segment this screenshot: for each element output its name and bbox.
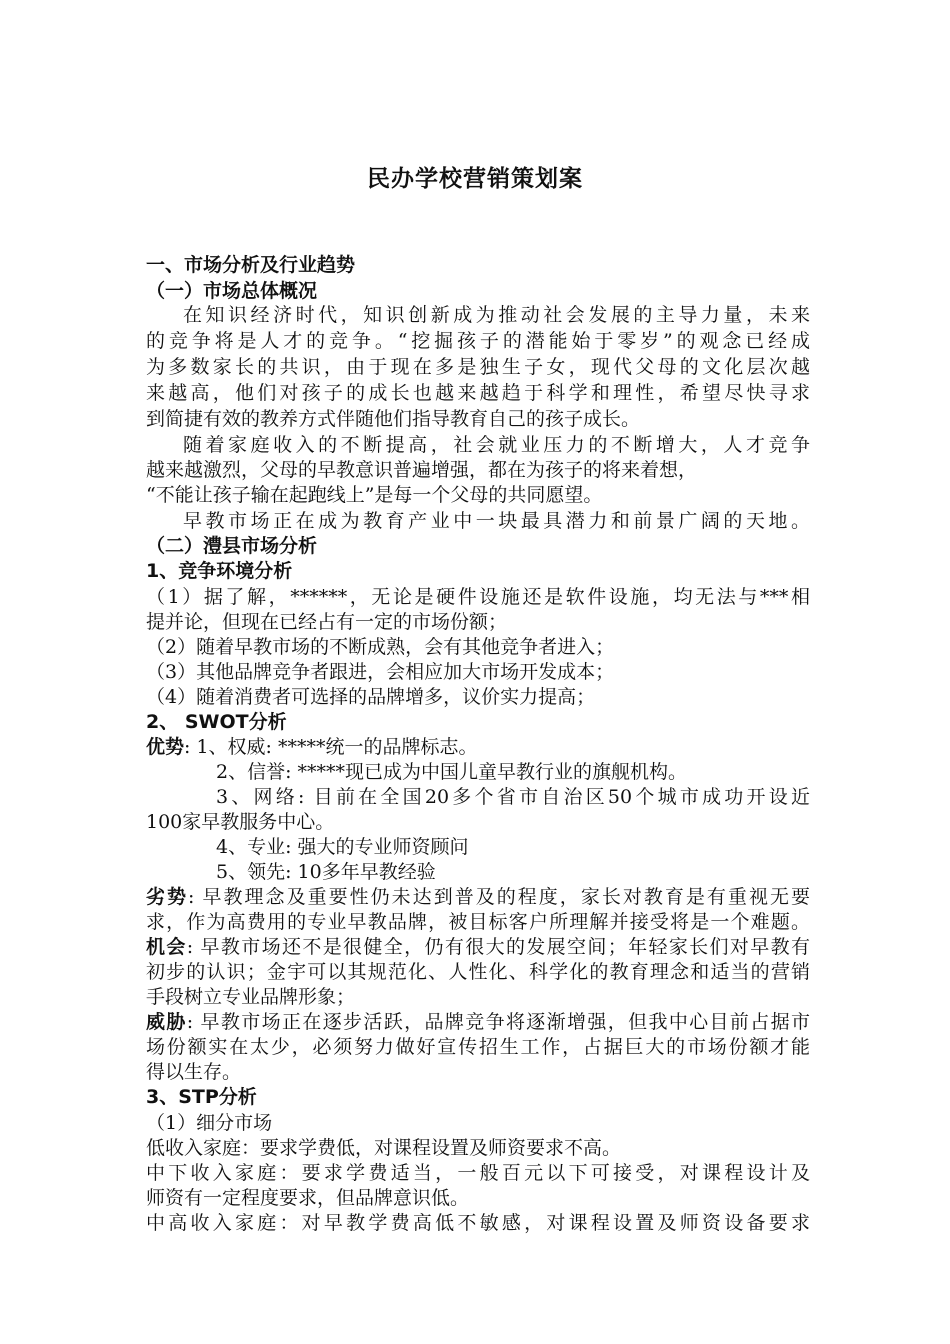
text-line: 中高收入家庭：对早教学费高低不敏感，对课程设置及师资设备要求 <box>146 1212 810 1234</box>
text-line: 4、专业: 强大的专业师资顾问 <box>216 836 469 858</box>
text-line: 场份额实在太少，必须努力做好宣传招生工作，占据巨大的市场份额才能 <box>146 1036 810 1058</box>
text-line: （3）其他品牌竞争者跟进，会相应加大市场开发成本； <box>146 661 615 683</box>
text-line: “不能让孩子输在起跑线上”是每一个父母的共同愿望。 <box>146 484 603 506</box>
text-line: 手段树立专业品牌形象； <box>146 986 356 1008</box>
line-text: : 早教理念及重要性仍未达到普及的程度，家长对教育是有重视无要 <box>188 886 810 908</box>
text-line <box>146 934 810 960</box>
text-line: （2）随着早教市场的不断成熟，会有其他竞争者进入； <box>146 636 615 658</box>
line-text: : 1、权威: *****统一的品牌标志。 <box>184 736 478 758</box>
text-line: 2、信誉: *****现已成为中国儿童早教行业的旗舰机构。 <box>216 761 688 783</box>
text-line: 一、市场分析及行业趋势 <box>146 254 356 276</box>
text-line: 的竞争将是人才的竞争。“挖掘孩子的潜能始于零岁”的观念已经成 <box>146 330 810 352</box>
text-line <box>146 1009 810 1035</box>
text-line: （1）据了解，******，无论是硬件设施还是软件设施，均无法与***相 <box>146 586 810 608</box>
text-line: 师资有一定程度要求，但品牌意识低。 <box>146 1187 470 1209</box>
text-line: （4）随着消费者可选择的品牌增多，议价实力提高； <box>146 686 596 708</box>
text-line: 3、网络: 目前在全国20多个省市自治区50个城市成功开设近 <box>216 786 810 808</box>
text-line: 2、 SWOT分析 <box>146 711 287 733</box>
swot-label: 威胁 <box>146 1011 187 1033</box>
text-line: 在知识经济时代，知识创新成为推动社会发展的主导力量，未来 <box>183 304 810 326</box>
text-line <box>146 884 810 910</box>
text-line: （1）细分市场 <box>146 1112 273 1134</box>
line-text: : 早教市场正在逐步活跃，品牌竞争将逐渐增强，但我中心目前占据市 <box>186 1011 810 1033</box>
swot-label: 机会 <box>146 936 187 958</box>
text-line: 越来越激烈，父母的早教意识普遍增强，都在为孩子的将来着想， <box>146 459 698 481</box>
text-line: 得以生存。 <box>146 1061 242 1083</box>
text-line <box>146 734 810 760</box>
text-line: 来越高，他们对孩子的成长也越来越趋于科学和理性，希望尽快寻求 <box>146 382 810 404</box>
text-line: 100家早教服务中心。 <box>146 811 335 833</box>
text-line: 随着家庭收入的不断提高，社会就业压力的不断增大，人才竞争 <box>183 434 810 456</box>
text-line: 低收入家庭：要求学费低，对课程设置及师资要求不高。 <box>146 1137 622 1159</box>
text-line: 提并论，但现在已经占有一定的市场份额； <box>146 611 508 633</box>
document-title: 民办学校营销策划案 <box>367 166 583 192</box>
text-line: 中下收入家庭：要求学费适当，一般百元以下可接受，对课程设计及 <box>146 1162 810 1184</box>
text-line: 早教市场正在成为教育产业中一块最具潜力和前景广阔的天地。 <box>183 510 810 532</box>
text-line: 为多数家长的共识，由于现在多是独生子女，现代父母的文化层次越 <box>146 356 810 378</box>
text-line: 求，作为高费用的专业早教品牌，被目标客户所理解并接受将是一个难题。 <box>146 911 810 933</box>
text-line: 3、STP分析 <box>146 1086 257 1108</box>
line-text: : 早教市场还不是很健全，仍有很大的发展空间；年轻家长们对早教有 <box>186 936 810 958</box>
text-line: 5、领先: 10多年早教经验 <box>216 861 436 883</box>
text-line: 到简捷有效的教养方式伴随他们指导教育自己的孩子成长。 <box>146 408 641 430</box>
swot-label: 优势 <box>146 736 185 758</box>
text-line: （一）市场总体概况 <box>146 280 318 302</box>
text-line: 初步的认识；金宇可以其规范化、人性化、科学化的教育理念和适当的营销 <box>146 961 810 983</box>
text-line: （二）澧县市场分析 <box>146 535 318 557</box>
text-line: 1、竞争环境分析 <box>146 560 293 582</box>
swot-label: 劣势 <box>146 886 189 908</box>
